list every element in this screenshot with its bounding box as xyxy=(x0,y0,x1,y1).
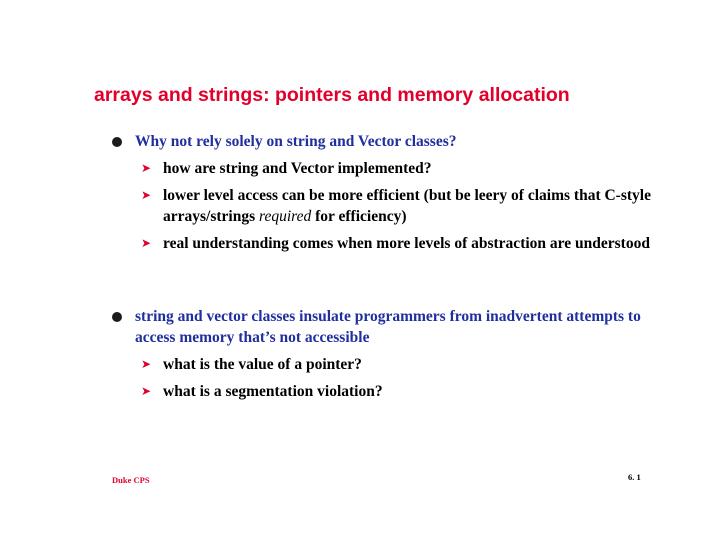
sub-bullet-item xyxy=(0,233,720,254)
sub-bullet-item xyxy=(0,381,720,402)
bullet-item xyxy=(0,131,720,152)
arrow-bullet-icon: ➤ xyxy=(141,384,152,398)
bullet-item xyxy=(0,306,720,348)
sub-bullet-text: real understanding comes when more levels of abstraction are understood xyxy=(163,235,650,252)
arrow-bullet-icon: ➤ xyxy=(141,161,152,175)
sub-bullet-item xyxy=(0,158,720,179)
sub-bullet-text: what is a segmentation violation? xyxy=(163,383,383,400)
bullet-dot-icon xyxy=(112,312,122,322)
arrow-bullet-icon: ➤ xyxy=(141,188,152,202)
bullet-text: Why not rely solely on string and Vector classes? xyxy=(135,133,457,150)
sub-bullet-item xyxy=(0,185,720,227)
footer-course-label: Duke CPS xyxy=(112,475,150,485)
sub-bullet-item xyxy=(0,354,720,375)
arrow-bullet-icon: ➤ xyxy=(141,357,152,371)
bullet-section-2 xyxy=(0,306,720,402)
footer-page-number: 6. 1 xyxy=(628,472,641,482)
sub-bullet-text: what is the value of a pointer? xyxy=(163,356,362,373)
bullet-text: string and vector classes insulate programmers from inadvertent attempts to access memory that’s not accessible xyxy=(135,308,641,346)
slide-title: arrays and strings: pointers and memory allocation xyxy=(94,84,570,106)
bullet-section-1 xyxy=(0,131,720,254)
bullet-dot-icon xyxy=(112,137,122,147)
arrow-bullet-icon: ➤ xyxy=(141,236,152,250)
sub-bullet-text-part: lower level access can be more efficient (but be leery of claims that C-style arrays/strings xyxy=(163,187,651,225)
sub-bullet-text-part: for efficiency) xyxy=(311,208,407,225)
sub-bullet-text xyxy=(163,185,663,227)
emphasis-text: required xyxy=(259,208,312,225)
sub-bullet-text: how are string and Vector implemented? xyxy=(163,160,432,177)
